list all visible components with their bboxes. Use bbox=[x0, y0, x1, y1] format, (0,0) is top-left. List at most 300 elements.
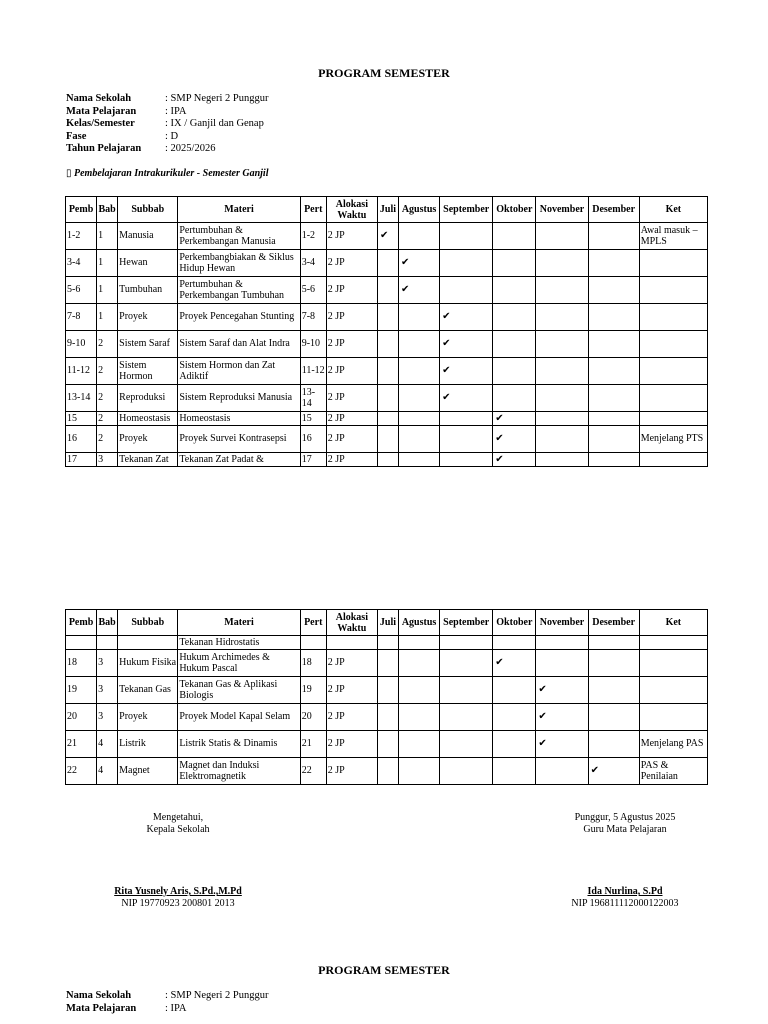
cell-alokasi: 2 JP bbox=[326, 650, 377, 677]
column-header: Desember bbox=[588, 197, 639, 223]
info-row bbox=[66, 131, 268, 144]
cell-pemb: 18 bbox=[66, 650, 97, 677]
table-row bbox=[66, 758, 708, 785]
table-row bbox=[66, 636, 708, 650]
cell-ket bbox=[639, 453, 707, 467]
cell-month-september bbox=[440, 223, 493, 250]
info-row bbox=[66, 143, 268, 156]
cell-materi: Perkembangbiakan & Siklus Hidup Hewan bbox=[178, 250, 300, 277]
cell-month-agustus bbox=[399, 304, 440, 331]
cell-month-juli bbox=[377, 677, 398, 704]
cell-month-desember bbox=[588, 331, 639, 358]
info-value: : SMP Negeri 2 Punggur bbox=[165, 990, 269, 1001]
cell-month-agustus bbox=[399, 677, 440, 704]
cell-month-desember bbox=[588, 426, 639, 453]
check-mark-icon: ✔ bbox=[401, 284, 410, 296]
cell-month-agustus bbox=[399, 331, 440, 358]
cell-materi: Listrik Statis & Dinamis bbox=[178, 731, 300, 758]
cell-month-november bbox=[536, 250, 588, 277]
cell-alokasi: 2 JP bbox=[326, 758, 377, 785]
program-table-2 bbox=[65, 609, 708, 785]
cell-bab: 2 bbox=[97, 426, 118, 453]
info-row bbox=[66, 1003, 268, 1016]
cell-month-november bbox=[536, 731, 588, 758]
cell-month-oktober bbox=[493, 385, 536, 412]
table-row bbox=[66, 277, 708, 304]
cell-ket bbox=[639, 385, 707, 412]
column-header: Pert bbox=[300, 610, 326, 636]
cell-alokasi: 2 JP bbox=[326, 677, 377, 704]
cell-alokasi: 2 JP bbox=[326, 385, 377, 412]
cell-materi: Tekanan Hidrostatis bbox=[178, 636, 300, 650]
info-label: Mata Pelajaran bbox=[66, 1002, 137, 1014]
check-mark-icon: ✔ bbox=[495, 433, 504, 445]
cell-month-september bbox=[440, 358, 493, 385]
cell-ket: PAS & Penilaian bbox=[639, 758, 707, 785]
check-mark-icon: ✔ bbox=[495, 657, 504, 669]
column-header: November bbox=[536, 610, 588, 636]
cell-subbab: Listrik bbox=[118, 731, 178, 758]
cell-month-september bbox=[440, 453, 493, 467]
cell-month-oktober bbox=[493, 304, 536, 331]
info-label: Kelas/Semester bbox=[66, 118, 135, 130]
cell-month-juli bbox=[377, 385, 398, 412]
info-row bbox=[66, 990, 268, 1003]
cell-subbab: Reproduksi bbox=[118, 385, 178, 412]
cell-month-desember bbox=[588, 704, 639, 731]
cell-bab: 3 bbox=[97, 453, 118, 467]
info-value: : 2025/2026 bbox=[165, 143, 216, 155]
check-mark-icon: ✔ bbox=[379, 230, 389, 242]
cell-month-juli bbox=[377, 650, 398, 677]
cell-alokasi bbox=[326, 636, 377, 650]
table-row bbox=[66, 358, 708, 385]
info-label: Nama Sekolah bbox=[66, 93, 132, 104]
check-mark-icon: ✔ bbox=[538, 684, 547, 696]
cell-month-desember bbox=[588, 277, 639, 304]
cell-month-november bbox=[536, 331, 588, 358]
cell-pert: 3-4 bbox=[300, 250, 326, 277]
cell-bab: 2 bbox=[97, 385, 118, 412]
cell-pert: 22 bbox=[300, 758, 326, 785]
cell-alokasi: 2 JP bbox=[326, 453, 377, 467]
cell-pemb: 21 bbox=[66, 731, 97, 758]
cell-month-oktober bbox=[493, 277, 536, 304]
cell-subbab: Tekanan Zat bbox=[118, 453, 178, 467]
column-header: Alokasi Waktu bbox=[326, 197, 377, 223]
cell-pemb: 5-6 bbox=[66, 277, 97, 304]
cell-month-november bbox=[536, 412, 588, 426]
cell-alokasi: 2 JP bbox=[326, 250, 377, 277]
cell-month-november bbox=[536, 453, 588, 467]
cell-subbab: Proyek bbox=[118, 426, 178, 453]
cell-materi: Homeostasis bbox=[178, 412, 300, 426]
cell-bab: 4 bbox=[97, 758, 118, 785]
table-row bbox=[66, 304, 708, 331]
cell-subbab: Proyek bbox=[118, 304, 178, 331]
cell-month-desember bbox=[588, 358, 639, 385]
cell-ket bbox=[639, 304, 707, 331]
cell-month-juli bbox=[377, 250, 398, 277]
cell-month-agustus bbox=[399, 385, 440, 412]
cell-alokasi: 2 JP bbox=[326, 731, 377, 758]
cell-alokasi: 2 JP bbox=[326, 358, 377, 385]
column-header: September bbox=[440, 610, 493, 636]
section-heading: ▯ Pembelajaran Intrakurikuler - Semester Ganjil bbox=[66, 168, 269, 179]
cell-month-desember bbox=[588, 250, 639, 277]
cell-ket bbox=[639, 358, 707, 385]
cell-materi: Magnet dan Induksi Elektromagnetik bbox=[178, 758, 300, 785]
sig-left-line2: Kepala Sekolah bbox=[146, 824, 210, 835]
table-row bbox=[66, 731, 708, 758]
cell-pert: 1-2 bbox=[300, 223, 326, 250]
cell-alokasi: 2 JP bbox=[326, 704, 377, 731]
sig-left-nip: NIP 19770923 200801 2013 bbox=[121, 898, 235, 909]
page2-title: PROGRAM SEMESTER bbox=[318, 963, 450, 977]
cell-pemb: 3-4 bbox=[66, 250, 97, 277]
info-row bbox=[66, 106, 268, 119]
cell-ket bbox=[639, 277, 707, 304]
cell-month-oktober bbox=[493, 223, 536, 250]
cell-month-oktober bbox=[493, 636, 536, 650]
cell-bab: 2 bbox=[97, 331, 118, 358]
cell-month-november bbox=[536, 223, 588, 250]
cell-pert: 16 bbox=[300, 426, 326, 453]
cell-pemb: 1-2 bbox=[66, 223, 97, 250]
cell-month-november bbox=[536, 704, 588, 731]
cell-month-desember bbox=[588, 650, 639, 677]
page2-school-info bbox=[66, 990, 268, 1015]
cell-ket: Menjelang PTS bbox=[639, 426, 707, 453]
cell-materi: Pertumbuhan & Perkembangan Tumbuhan bbox=[178, 277, 300, 304]
column-header: Juli bbox=[377, 610, 398, 636]
column-header: Pemb bbox=[66, 197, 97, 223]
info-value: : IPA bbox=[165, 105, 187, 117]
info-label: Fase bbox=[66, 130, 87, 142]
cell-month-desember bbox=[588, 304, 639, 331]
program-table-1 bbox=[65, 196, 708, 467]
table-row bbox=[66, 650, 708, 677]
cell-materi: Tekanan Zat Padat & bbox=[178, 453, 300, 467]
cell-subbab: Tekanan Gas bbox=[118, 677, 178, 704]
column-header: Ket bbox=[639, 610, 707, 636]
cell-month-november bbox=[536, 304, 588, 331]
cell-month-november bbox=[536, 426, 588, 453]
cell-materi: Hukum Archimedes & Hukum Pascal bbox=[178, 650, 300, 677]
cell-ket bbox=[639, 250, 707, 277]
cell-ket bbox=[639, 331, 707, 358]
cell-ket bbox=[639, 650, 707, 677]
cell-materi: Proyek Pencegahan Stunting bbox=[178, 304, 300, 331]
cell-pert: 7-8 bbox=[300, 304, 326, 331]
info-label: Mata Pelajaran bbox=[66, 105, 137, 117]
table-row bbox=[66, 250, 708, 277]
column-header: Bab bbox=[97, 610, 118, 636]
cell-pemb: 17 bbox=[66, 453, 97, 467]
cell-pemb: 15 bbox=[66, 412, 97, 426]
cell-pemb: 19 bbox=[66, 677, 97, 704]
column-header: Bab bbox=[97, 197, 118, 223]
check-mark-icon: ✔ bbox=[401, 257, 410, 269]
cell-ket bbox=[639, 636, 707, 650]
cell-month-agustus bbox=[399, 731, 440, 758]
column-header: Subbab bbox=[118, 197, 178, 223]
check-mark-icon: ✔ bbox=[538, 711, 547, 723]
cell-ket bbox=[639, 704, 707, 731]
cell-alokasi: 2 JP bbox=[326, 304, 377, 331]
table-header-row bbox=[66, 197, 708, 223]
info-row bbox=[66, 118, 268, 131]
cell-materi: Pertumbuhan & Perkembangan Manusia bbox=[178, 223, 300, 250]
cell-month-juli bbox=[377, 704, 398, 731]
signature-right-name-block bbox=[525, 886, 725, 910]
cell-month-desember bbox=[588, 223, 639, 250]
cell-subbab: Hewan bbox=[118, 250, 178, 277]
cell-materi: Sistem Saraf dan Alat Indra bbox=[178, 331, 300, 358]
table-row bbox=[66, 223, 708, 250]
cell-month-september bbox=[440, 250, 493, 277]
cell-month-november bbox=[536, 385, 588, 412]
cell-materi: Proyek Survei Kontrasepsi bbox=[178, 426, 300, 453]
cell-pert: 18 bbox=[300, 650, 326, 677]
cell-subbab: Sistem Saraf bbox=[118, 331, 178, 358]
cell-month-oktober bbox=[493, 731, 536, 758]
sig-right-nip: NIP 196811112000122003 bbox=[571, 898, 679, 909]
cell-subbab: Sistem Hormon bbox=[118, 358, 178, 385]
check-mark-icon: ✔ bbox=[442, 338, 451, 350]
column-header: Materi bbox=[178, 610, 300, 636]
cell-month-agustus bbox=[399, 223, 440, 250]
column-header: Pemb bbox=[66, 610, 97, 636]
cell-month-agustus bbox=[399, 636, 440, 650]
cell-month-agustus bbox=[399, 650, 440, 677]
cell-pemb: 9-10 bbox=[66, 331, 97, 358]
column-header: Subbab bbox=[118, 610, 178, 636]
cell-month-juli bbox=[377, 453, 398, 467]
cell-pemb: 11-12 bbox=[66, 358, 97, 385]
sig-right-name: Ida Nurlina, S.Pd bbox=[587, 886, 663, 897]
sig-left-line1: Mengetahui, bbox=[152, 812, 204, 823]
column-header: Oktober bbox=[493, 197, 536, 223]
cell-month-agustus bbox=[399, 277, 440, 304]
cell-bab: 1 bbox=[97, 250, 118, 277]
cell-month-agustus bbox=[399, 250, 440, 277]
check-mark-icon: ✔ bbox=[538, 738, 547, 750]
cell-month-juli bbox=[377, 758, 398, 785]
cell-pert: 13-14 bbox=[300, 385, 326, 412]
cell-ket bbox=[639, 677, 707, 704]
cell-materi: Sistem Hormon dan Zat Adiktif bbox=[178, 358, 300, 385]
signature-right bbox=[525, 812, 725, 836]
cell-month-desember bbox=[588, 385, 639, 412]
cell-month-juli bbox=[377, 412, 398, 426]
cell-materi: Sistem Reproduksi Manusia bbox=[178, 385, 300, 412]
cell-bab: 3 bbox=[97, 704, 118, 731]
cell-month-november bbox=[536, 650, 588, 677]
cell-month-november bbox=[536, 636, 588, 650]
cell-pert: 5-6 bbox=[300, 277, 326, 304]
cell-month-desember bbox=[588, 412, 639, 426]
cell-alokasi: 2 JP bbox=[326, 331, 377, 358]
info-value: : IPA bbox=[165, 1002, 187, 1014]
column-header: Desember bbox=[588, 610, 639, 636]
cell-pemb: 22 bbox=[66, 758, 97, 785]
cell-month-desember bbox=[588, 677, 639, 704]
sig-right-line2: Guru Mata Pelajaran bbox=[583, 824, 667, 835]
column-header: Agustus bbox=[399, 610, 440, 636]
cell-month-agustus bbox=[399, 453, 440, 467]
cell-month-desember bbox=[588, 636, 639, 650]
cell-alokasi: 2 JP bbox=[326, 277, 377, 304]
cell-month-juli bbox=[377, 636, 398, 650]
cell-month-juli bbox=[377, 731, 398, 758]
cell-materi: Proyek Model Kapal Selam bbox=[178, 704, 300, 731]
cell-subbab: Proyek bbox=[118, 704, 178, 731]
cell-pemb: 20 bbox=[66, 704, 97, 731]
sig-left-name: Rita Yusnely Aris, S.Pd.,M.Pd bbox=[114, 886, 242, 897]
column-header: Juli bbox=[377, 197, 398, 223]
info-label: Nama Sekolah bbox=[66, 990, 132, 1001]
cell-month-september bbox=[440, 385, 493, 412]
cell-subbab bbox=[118, 636, 178, 650]
cell-month-agustus bbox=[399, 426, 440, 453]
cell-materi: Tekanan Gas & Aplikasi Biologis bbox=[178, 677, 300, 704]
cell-month-september bbox=[440, 758, 493, 785]
column-header: Agustus bbox=[399, 197, 440, 223]
cell-pert: 17 bbox=[300, 453, 326, 467]
cell-month-september bbox=[440, 426, 493, 453]
cell-month-oktober bbox=[493, 677, 536, 704]
cell-month-oktober bbox=[493, 412, 536, 426]
check-mark-icon: ✔ bbox=[590, 765, 599, 777]
check-mark-icon: ✔ bbox=[442, 365, 451, 377]
cell-month-juli bbox=[377, 358, 398, 385]
cell-pemb: 13-14 bbox=[66, 385, 97, 412]
cell-month-desember bbox=[588, 453, 639, 467]
cell-pert: 11-12 bbox=[300, 358, 326, 385]
table-row bbox=[66, 426, 708, 453]
cell-month-juli bbox=[377, 304, 398, 331]
column-header: November bbox=[536, 197, 588, 223]
cell-month-agustus bbox=[399, 358, 440, 385]
column-header: September bbox=[440, 197, 493, 223]
cell-subbab: Magnet bbox=[118, 758, 178, 785]
table-row bbox=[66, 453, 708, 467]
cell-bab: 4 bbox=[97, 731, 118, 758]
cell-bab: 2 bbox=[97, 358, 118, 385]
cell-bab: 1 bbox=[97, 223, 118, 250]
cell-month-agustus bbox=[399, 412, 440, 426]
table-row bbox=[66, 677, 708, 704]
cell-month-september bbox=[440, 412, 493, 426]
cell-pert: 15 bbox=[300, 412, 326, 426]
cell-month-oktober bbox=[493, 650, 536, 677]
cell-month-september bbox=[440, 636, 493, 650]
cell-bab bbox=[97, 636, 118, 650]
info-value: : SMP Negeri 2 Punggur bbox=[165, 93, 269, 104]
cell-pert: 19 bbox=[300, 677, 326, 704]
cell-pemb: 16 bbox=[66, 426, 97, 453]
cell-month-oktober bbox=[493, 250, 536, 277]
info-label: Tahun Pelajaran bbox=[66, 143, 142, 155]
cell-month-september bbox=[440, 731, 493, 758]
cell-subbab: Homeostasis bbox=[118, 412, 178, 426]
check-mark-icon: ✔ bbox=[442, 392, 451, 404]
signature-left-name-block bbox=[78, 886, 278, 910]
cell-ket: Awal masuk – MPLS bbox=[639, 223, 707, 250]
column-header: Pert bbox=[300, 197, 326, 223]
check-mark-icon: ✔ bbox=[495, 453, 504, 465]
info-value: : IX / Ganjil dan Genap bbox=[165, 118, 264, 130]
column-header: Ket bbox=[639, 197, 707, 223]
page-title: PROGRAM SEMESTER bbox=[318, 66, 450, 80]
cell-pemb bbox=[66, 636, 97, 650]
cell-month-oktober bbox=[493, 331, 536, 358]
cell-alokasi: 2 JP bbox=[326, 412, 377, 426]
column-header: Materi bbox=[178, 197, 300, 223]
info-value: : D bbox=[165, 130, 179, 142]
check-mark-icon: ✔ bbox=[495, 412, 504, 424]
cell-month-september bbox=[440, 704, 493, 731]
column-header: Alokasi Waktu bbox=[326, 610, 377, 636]
cell-bab: 3 bbox=[97, 650, 118, 677]
cell-month-november bbox=[536, 277, 588, 304]
cell-bab: 1 bbox=[97, 277, 118, 304]
signature-left bbox=[78, 812, 278, 836]
cell-month-november bbox=[536, 758, 588, 785]
cell-month-oktober bbox=[493, 704, 536, 731]
sig-right-line1: Punggur, 5 Agustus 2025 bbox=[574, 812, 676, 823]
column-header: Oktober bbox=[493, 610, 536, 636]
cell-month-september bbox=[440, 650, 493, 677]
cell-month-juli bbox=[377, 426, 398, 453]
cell-pert bbox=[300, 636, 326, 650]
cell-pert: 21 bbox=[300, 731, 326, 758]
cell-alokasi: 2 JP bbox=[326, 223, 377, 250]
cell-month-agustus bbox=[399, 758, 440, 785]
cell-pert: 9-10 bbox=[300, 331, 326, 358]
cell-month-oktober bbox=[493, 453, 536, 467]
cell-ket bbox=[639, 412, 707, 426]
cell-month-juli bbox=[377, 277, 398, 304]
cell-month-november bbox=[536, 677, 588, 704]
cell-subbab: Manusia bbox=[118, 223, 178, 250]
cell-alokasi: 2 JP bbox=[326, 426, 377, 453]
cell-month-desember bbox=[588, 731, 639, 758]
table-row bbox=[66, 385, 708, 412]
info-row bbox=[66, 93, 268, 106]
table-row bbox=[66, 704, 708, 731]
cell-subbab: Tumbuhan bbox=[118, 277, 178, 304]
cell-pert: 20 bbox=[300, 704, 326, 731]
cell-ket: Menjelang PAS bbox=[639, 731, 707, 758]
check-mark-icon: ✔ bbox=[442, 311, 451, 323]
cell-month-november bbox=[536, 358, 588, 385]
cell-bab: 1 bbox=[97, 304, 118, 331]
cell-month-september bbox=[440, 677, 493, 704]
cell-pemb: 7-8 bbox=[66, 304, 97, 331]
cell-month-desember bbox=[588, 758, 639, 785]
cell-month-september bbox=[440, 304, 493, 331]
cell-month-juli bbox=[377, 331, 398, 358]
cell-month-agustus bbox=[399, 704, 440, 731]
cell-month-juli bbox=[377, 223, 398, 250]
cell-month-september bbox=[440, 331, 493, 358]
cell-month-september bbox=[440, 277, 493, 304]
school-info bbox=[66, 93, 268, 156]
table-row bbox=[66, 331, 708, 358]
cell-subbab: Hukum Fisika bbox=[118, 650, 178, 677]
